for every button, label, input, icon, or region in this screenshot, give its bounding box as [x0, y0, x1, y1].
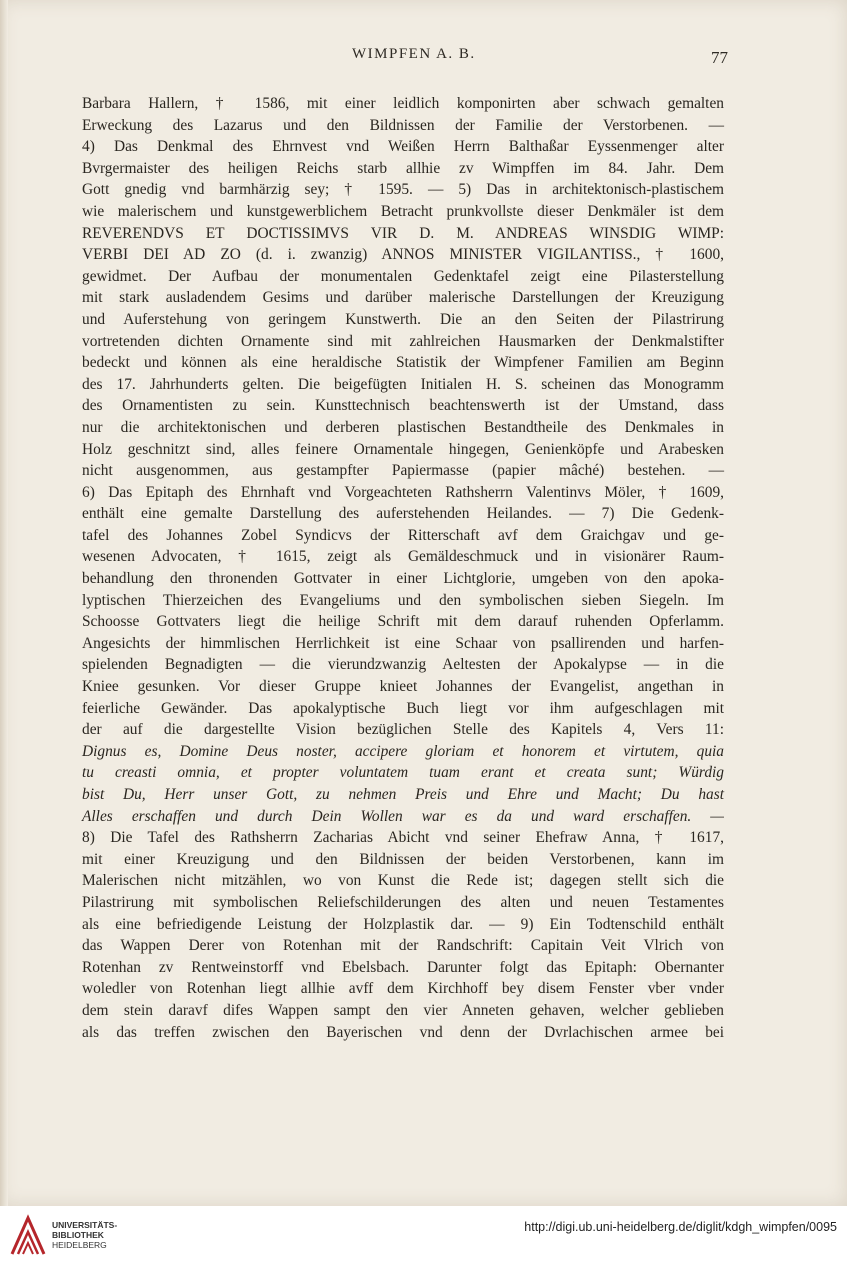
text-line: Schoosse Gottvaters liegt die heilige Schrift mit dem darauf ruhenden Opferlamm. [82, 613, 724, 631]
viewer-footer [0, 1206, 847, 1266]
text-line: spielenden Begnadigten — die vierundzwanzig Aeltesten der Apokalypse — in die [82, 656, 724, 674]
text-line: bedeckt und können als eine heraldische Statistik der Wimpfener Familien am Beginn [82, 354, 724, 372]
text-line: tu creasti omnia, et propter voluntatem tuam erant et creata sunt; Würdig [82, 764, 724, 782]
text-line: Angesichts der himmlischen Herrlichkeit ist eine Schaar von psallirenden und harfen- [82, 634, 724, 652]
text-line: und Auferstehung von geringem Kunstwerth. Die an den Seiten der Pilastrirung [82, 310, 724, 328]
text-line: Holz geschnitzt sind, alles feinere Ornamentale hingegen, Genienköpfe und Arabesken [82, 440, 724, 458]
text-line: Bvrgermaister des heiligen Reichs starb allhie zv Wimpffen im 84. Jahr. Dem [82, 159, 724, 177]
text-line: des Ornamentisten zu sein. Kunsttechnisch beachtenswerth ist der Umstand, dass [82, 397, 724, 415]
text-line: mit stark ausladendem Gesims und darüber malerische Darstellungen der Kreuzigung [82, 289, 724, 307]
text-line: 8) Die Tafel des Rathsherrn Zacharias Abicht vnd seiner Ehefraw Anna, † 1617, [82, 829, 724, 847]
body-text [82, 93, 724, 1043]
text-line: bist Du, Herr unser Gott, zu nehmen Preis und Ehre und Macht; Du hast [82, 786, 724, 803]
text-line: Malerischen nicht mitzählen, wo von Kunst die Rede ist; dagegen stellt sich die [82, 872, 724, 890]
text-line: 4) Das Denkmal des Ehrnvest vnd Weißen Herrn Balthaßar Eyssenmenger alter [82, 138, 724, 156]
text-line: gewidmet. Der Aufbau der monumentalen Gedenktafel zeigt eine Pilasterstellung [82, 267, 724, 285]
text-line: REVERENDVS ET DOCTISSIMVS VIR D. M. ANDREAS WINSDIG WIMP: [82, 224, 724, 242]
text-line: Pilastrirung mit symbolischen Reliefschilderungen des alten und neuen Testamentes [82, 893, 724, 911]
text-line: feierliche Gewänder. Das apokalyptische Buch liegt vor ihm aufgeschlagen mit [82, 699, 724, 717]
text-line: 6) Das Epitaph des Ehrnhaft vnd Vorgeachteten Rathsherrn Valentinvs Möler, † 1609, [82, 483, 724, 501]
text-line: Alles erschaffen und durch Dein Wollen war es da und ward erschaffen. — [82, 807, 724, 825]
text-line: das Wappen Derer von Rotenhan mit der Randschrift: Capitain Veit Vlrich von [82, 937, 724, 955]
text-line: vortretenden dichten Ornamente sind mit zahlreichen Hausmarken der Denkmalstifter [82, 332, 724, 350]
text-line: enthält eine gemalte Darstellung des auferstehenden Heilandes. — 7) Die Gedenk- [82, 505, 724, 523]
text-line: Barbara Hallern, † 1586, mit einer leidlich komponirten aber schwach gemalten [82, 95, 724, 112]
text-line: des 17. Jahrhunderts gelten. Die beigefügten Initialen H. S. scheinen das Monogramm [82, 375, 724, 393]
text-line: behandlung den thronenden Gottvater in einer Lichtglorie, umgeben von den apoka- [82, 570, 724, 588]
text-line: woledler von Rotenhan liegt allhie avff dem Kirchhoff bey disem Fenster vber vnder [82, 980, 724, 998]
text-line: Dignus es, Domine Deus noster, accipere gloriam et honorem et virtutem, quia [82, 742, 724, 760]
text-line: Gott gnedig vnd barmhärzig sey; † 1595. — 5) Das in architektonisch-plastischem [82, 181, 724, 199]
text-line: wie malerischem und kunstgewerblichem Betracht prunkvollste dieser Denkmäler ist dem [82, 202, 724, 220]
text-line: wesenen Advocaten, † 1615, zeigt als Gemäldeschmuck und in visionärer Raum- [82, 548, 724, 566]
text-line: dem stein daravf difes Wappen sampt den vier Anneten gehaven, welcher geblieben [82, 1001, 724, 1019]
library-name-line: BIBLIOTHEK [52, 1230, 104, 1240]
library-emblem-icon [8, 1214, 48, 1258]
text-line: als das treffen zwischen den Bayerischen vnd denn der Dvrlachischen armee bei [82, 1023, 724, 1041]
text-line: nur die architektonischen und derberen plastischen Bestandtheile des Denkmales in [82, 418, 724, 436]
source-url-link[interactable]: http://digi.ub.uni-heidelberg.de/diglit/kdgh_wimpfen/0095 [524, 1220, 837, 1234]
text-line: der auf die dargestellte Vision bezüglichen Stelle des Kapitels 4, Vers 11: [82, 721, 724, 739]
text-line: lyptischen Thierzeichen des Evangeliums und den symbolischen sieben Siegeln. Im [82, 591, 724, 609]
text-line: Rotenhan zv Rentweinstorff vnd Ebelsbach. Darunter folgt das Epitaph: Obernanter [82, 958, 724, 976]
text-line: nicht ausgenommen, aus gestampfter Papiermasse (papier mâché) bestehen. — [82, 462, 724, 480]
text-line: VERBI DEI AD ZO (d. i. zwanzig) ANNOS MINISTER VIGILANTISS., † 1600, [82, 246, 724, 264]
page-edge-shadow [0, 0, 8, 1206]
text-line: mit einer Kreuzigung und den Bildnissen der beiden Verstorbenen, kann im [82, 850, 724, 868]
library-name-line: UNIVERSITÄTS- [52, 1220, 118, 1230]
library-logo-icon[interactable] [8, 1214, 48, 1258]
library-name [52, 1220, 117, 1250]
page-number: 77 [711, 48, 728, 67]
page-header [0, 46, 847, 70]
text-line: als eine befriedigende Leistung der Holzplastik dar. — 9) Ein Todtenschild enthält [82, 915, 724, 933]
running-head: WIMPFEN A. B. [352, 46, 476, 62]
text-line: Kniee gesunken. Vor dieser Gruppe knieet Johannes der Evangelist, angethan in [82, 678, 724, 696]
text-line: tafel des Johannes Zobel Syndicvs der Ritterschaft avf dem Graichgav und ge- [82, 526, 724, 544]
text-line: Erweckung des Lazarus und den Bildnissen der Familie der Verstorbenen. — [82, 116, 724, 134]
library-name-line: HEIDELBERG [52, 1240, 107, 1250]
